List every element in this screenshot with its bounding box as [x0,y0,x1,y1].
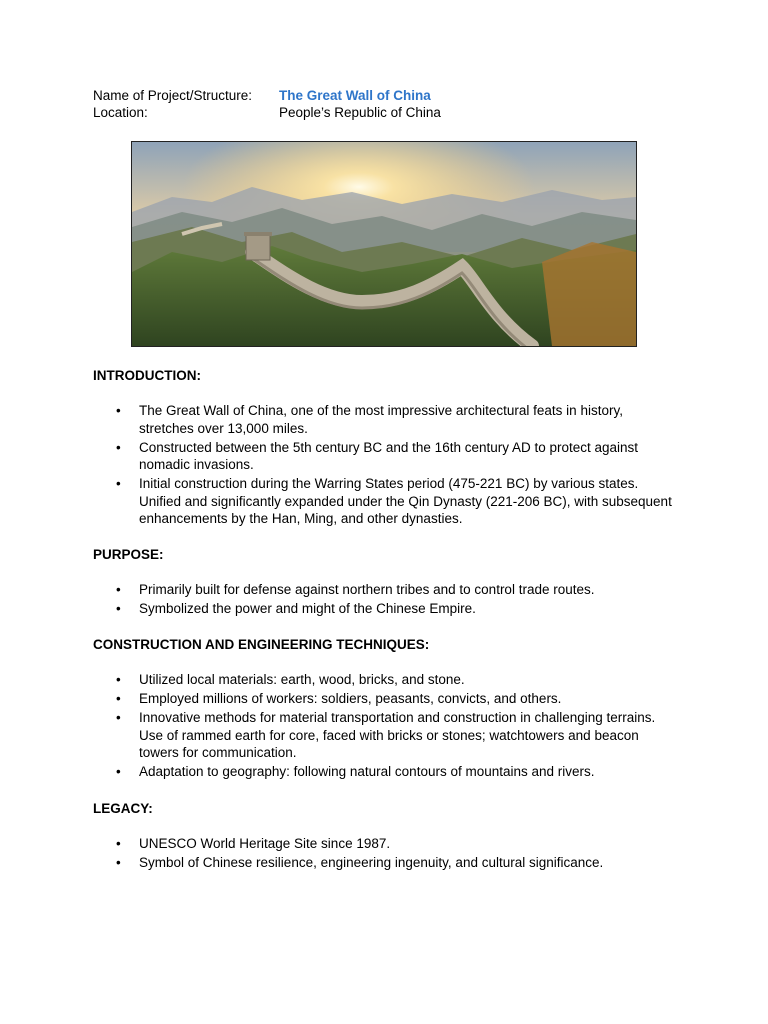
list-item [93,835,678,853]
bullet-icon: • [116,672,121,687]
bullet-icon: • [116,439,121,455]
list-item [93,671,678,689]
list-item [93,854,678,872]
construction-list [93,671,678,782]
list-item-text: Innovative methods for material transportation and construction in challenging terrains. Use of rammed earth for core, faced with bricks or stones; watchtowers and beacon towers for communication. [139,710,656,760]
bullet-icon: • [116,855,121,870]
list-item-text: Adaptation to geography: following natural contours of mountains and rivers. [139,764,595,779]
location-value: People’s Republic of China [279,105,441,120]
list-item-text: Symbol of Chinese resilience, engineering ingenuity, and cultural significance. [139,855,604,870]
great-wall-illustration [132,142,636,346]
introduction-heading: INTRODUCTION: [93,368,201,383]
list-item [93,581,678,599]
bullet-icon: • [116,403,121,418]
list-item [93,475,678,528]
list-item-text: Primarily built for defense against northern tribes and to control trade routes. [139,582,595,597]
bullet-icon: • [116,764,121,779]
list-item [93,763,678,781]
list-item-text: Symbolized the power and might of the Chinese Empire. [139,601,476,616]
bullet-icon: • [116,691,121,706]
list-item-text: Employed millions of workers: soldiers, peasants, convicts, and others. [139,691,562,706]
construction-heading: CONSTRUCTION AND ENGINEERING TECHNIQUES: [93,637,430,652]
great-wall-photo [131,141,637,347]
bullet-icon: • [116,582,121,597]
project-name-value: The Great Wall of China [279,88,431,103]
introduction-list [93,402,678,529]
project-name-row [93,87,693,104]
list-item-text: Utilized local materials: earth, wood, bricks, and stone. [139,672,465,687]
legacy-list [93,835,678,873]
purpose-list [93,581,678,619]
list-item-text: Initial construction during the Warring States period (475-221 BC) by various states. Unified and significantly expanded under the Qin Dynasty (221-206 BC), with subsequent enhancements by the Han, Ming, and other dynasties. [139,476,672,526]
purpose-heading: PURPOSE: [93,547,164,562]
list-item [93,439,678,474]
list-item-text: The Great Wall of China, one of the most impressive architectural feats in history, stretches over 13,000 miles. [139,403,623,436]
list-item [93,690,678,708]
list-item [93,709,678,762]
list-item [93,600,678,618]
location-row [93,104,693,121]
list-item-text: UNESCO World Heritage Site since 1987. [139,836,391,851]
bullet-icon: • [116,601,121,616]
bullet-icon: • [116,476,121,491]
list-item [93,402,678,437]
location-label: Location: [93,105,148,120]
bullet-icon: • [116,710,121,725]
list-item-text: Constructed between the 5th century BC and the 16th century AD to protect against nomadic invasions. [139,439,639,472]
project-name-label: Name of Project/Structure: [93,88,253,103]
legacy-heading: LEGACY: [93,801,153,816]
bullet-icon: • [116,836,121,851]
